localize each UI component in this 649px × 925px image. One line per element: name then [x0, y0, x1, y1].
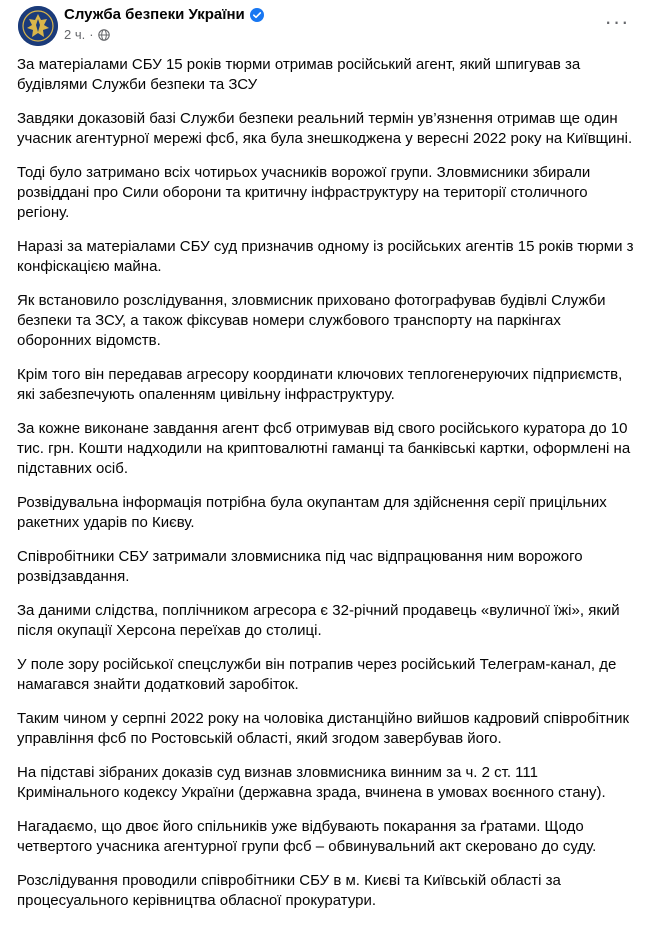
post-header — [8, 0, 641, 48]
post-paragraph: На підставі зібраних доказів суд визнав зловмисника винним за ч. 2 ст. 111 Кримінального кодексу України (державна зрада, вчинена в умовах воєнного стану). — [17, 764, 606, 801]
post-paragraph: Крім того він передавав агресору координати ключових теплогенеруючих підприємств, які забезпечують опаленням цивільну інфраструктуру. — [17, 366, 623, 403]
post-paragraph: Таким чином у серпні 2022 року на чоловіка дистанційно вийшов кадровий співробітник управління фсб по Ростовській області, який згодом завербував його. — [17, 710, 630, 747]
sbu-emblem-icon — [18, 6, 58, 46]
post-paragraph: Співробітники СБУ затримали зловмисника під час відпрацювання ним ворожого розвідзавдання. — [17, 548, 583, 585]
more-options-icon[interactable] — [601, 8, 633, 36]
post-paragraph: За даними слідства, поплічником агресора є 32-річний продавець «вуличної їжі», який після окупації Херсона переїхав до столиці. — [17, 602, 620, 639]
post-paragraph: У поле зору російської спецслужби він потрапив через російський Телеграм-канал, де намагався знайти додатковий заробіток. — [17, 656, 617, 693]
post-body — [17, 55, 637, 925]
post-paragraph: За матеріалами СБУ 15 років тюрми отримав російський агент, який шпигував за будівлями Служби безпеки та ЗСУ — [17, 56, 581, 93]
page-name-link[interactable] — [64, 6, 264, 24]
globe-icon[interactable] — [98, 29, 110, 41]
post-timestamp[interactable]: 2 ч. — [64, 27, 86, 42]
post-paragraph: Розслідування проводили співробітники СБУ в м. Києві та Київській області за процесуального керівництва обласної прокуратури. — [17, 872, 561, 909]
page-avatar[interactable] — [18, 6, 58, 46]
post-paragraph: За кожне виконане завдання агент фсб отримував від свого російського куратора до 10 тис. грн. Кошти надходили на криптовалютні гаманці та банківські картки, оформлені на підставних осіб. — [17, 420, 631, 477]
more-options-label[interactable]: ··· — [604, 9, 630, 34]
post-meta — [64, 27, 110, 43]
verified-badge-icon — [250, 8, 264, 22]
post-paragraph: Нагадаємо, що двоє його спільників уже відбувають покарання за ґратами. Щодо четвертого учасника агентурної групи фсб – обвинувальний акт скеровано до суду. — [17, 818, 597, 855]
meta-separator: · — [89, 27, 94, 42]
post-paragraph: Наразі за матеріалами СБУ суд призначив одному із російських агентів 15 років тюрми з конфіскацією майна. — [17, 238, 634, 275]
page-name[interactable]: Служба безпеки України — [64, 6, 245, 23]
post-paragraph: Завдяки доказовій базі Служби безпеки реальний термін ув’язнення отримав ще один учасник агентурної мережі фсб, яка була знешкоджена у вересні 2022 року на Київщині. — [17, 110, 633, 147]
post-paragraph: Тоді було затримано всіх чотирьох учасників ворожої групи. Зловмисники збирали розвіддані про Сили оборони та критичну інфраструктуру на території столичного регіону. — [17, 164, 591, 221]
post-paragraph: Розвідувальна інформація потрібна була окупантам для здійснення серії прицільних ракетних ударів по Києву. — [17, 494, 607, 531]
post-paragraph: Як встановило розслідування, зловмисник приховано фотографував будівлі Служби безпеки та ЗСУ, а також фіксував номери службового транспорту на паркінгах оборонних відомств. — [17, 292, 606, 349]
